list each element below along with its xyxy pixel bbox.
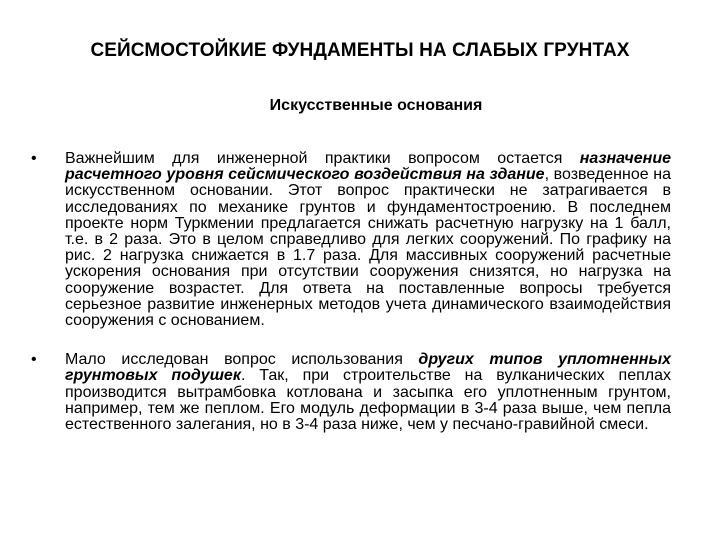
bullet-icon: • bbox=[31, 150, 37, 167]
slide-title: СЕЙСМОСТОЙКИЕ ФУНДАМЕНТЫ НА СЛАБЫХ ГРУНТАХ bbox=[90, 40, 630, 61]
bullet-text-part: . Так, при строительстве на вулканических пеплах производится вытрамбовка котлована и засыпка его уплотненным грунтом, например, тем же пеплом. Его модуль деформации в 3-4 раза выше, чем пепла естественного залегания, но в 3-4 раза ниже, чем у песчано-гравийной смеси. bbox=[65, 367, 671, 434]
bullet-text-part: Важнейшим для инженерной практики вопросом остается bbox=[65, 150, 580, 167]
bullet-text bbox=[65, 352, 671, 433]
slide-subtitle: Искусственные основания bbox=[269, 97, 483, 114]
bullet-item bbox=[31, 151, 671, 329]
bullet-item bbox=[31, 352, 671, 433]
bullet-text bbox=[65, 151, 671, 329]
bullet-text-part: Мало исследован вопрос использования bbox=[65, 351, 419, 369]
bullet-text-part: , возведенное на искусственном основании. Этот вопрос практически не затрагивается в исследованиях по механике грунтов и фундаментостроению. В последнем проекте норм Туркмении предлагается снижать расчетную нагрузку на 1 балл, т.е. в 2 раза. Это в целом справедливо для легких сооружений. По графику на рис. 2 нагрузка снижается в 1.7 раза. Для массивных сооружений расчетные ускорения основания при отсутствии сооружения снизятся, но нагрузка на сооружение возрастет. Для ответа на поставленные вопросы требуется серьезное развитие инженерных методов учета динамического взаимодействия сооружения с основанием. bbox=[65, 166, 671, 330]
bullet-emphasis: других типов уплотненных грунтовых подушек bbox=[65, 351, 671, 385]
bullet-emphasis: назначение расчетного уровня сейсмического воздействия на здание bbox=[65, 150, 671, 184]
bullet-list bbox=[31, 151, 671, 456]
bullet-icon: • bbox=[31, 351, 37, 369]
